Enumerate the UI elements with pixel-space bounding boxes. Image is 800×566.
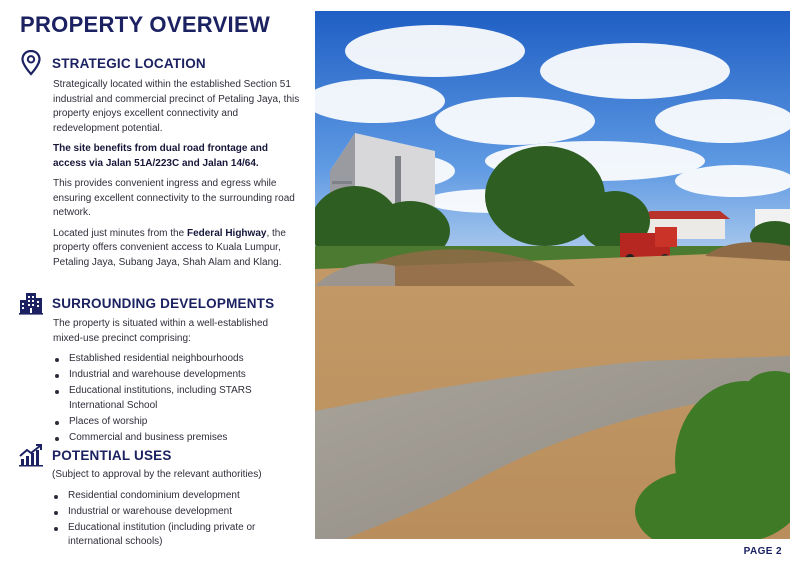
paragraph [53,227,300,271]
buildings-icon [18,290,44,316]
list-item: Commercial and business premises [53,431,300,446]
growth-chart-icon [18,442,44,468]
list-item: Educational institution (including private or international schools) [52,521,300,550]
page-number: PAGE 2 [743,546,782,557]
approval-note: (Subject to approval by the relevant authorities) [52,469,262,480]
section-title: SURROUNDING DEVELOPMENTS [52,295,275,311]
site-photo [315,11,790,539]
list-item: Educational institutions, including STARS International School [53,384,300,413]
paragraph: Strategically located within the established Section 51 industrial and commercial precinct of Petaling Jaya, this property enjoys excellent connectivity and redevelopment potential. [53,79,300,134]
page-title: PROPERTY OVERVIEW [20,12,271,37]
list-item: Places of worship [53,415,300,430]
list-item: Industrial or warehouse development [52,505,300,520]
list-item: Residential condominium development [52,489,300,504]
location-pin-icon [18,50,44,76]
list-item: Industrial and warehouse developments [53,368,300,383]
paragraph: This provides convenient ingress and egress while ensuring excellent connectivity to the surrounding road network. [53,178,295,218]
text-span: , the property offers convenient access to Kuala Lumpur, Petaling Jaya, Subang Jaya, Shah Alam and Klang. [53,227,286,268]
section-header [18,50,300,76]
paragraph: The property is situated within a well-established mixed-use precinct comprising: [53,318,269,344]
developments-list [53,352,300,445]
section-title: POTENTIAL USES [52,447,172,463]
list-item: Established residential neighbourhoods [53,352,300,367]
highway-name: Federal Highway [186,227,267,239]
section-header [18,290,300,316]
potential-uses-section [18,442,300,551]
strategic-location-section [18,50,300,276]
section-header [18,442,300,468]
highlight-paragraph: The site benefits from dual road frontage and access via Jalan 51A/223C and Jalan 14/64. [53,143,269,169]
text-span: Located just minutes from the [53,227,187,239]
potential-uses-list [52,489,300,550]
section-title: STRATEGIC LOCATION [52,55,206,71]
surrounding-developments-section [18,290,300,447]
